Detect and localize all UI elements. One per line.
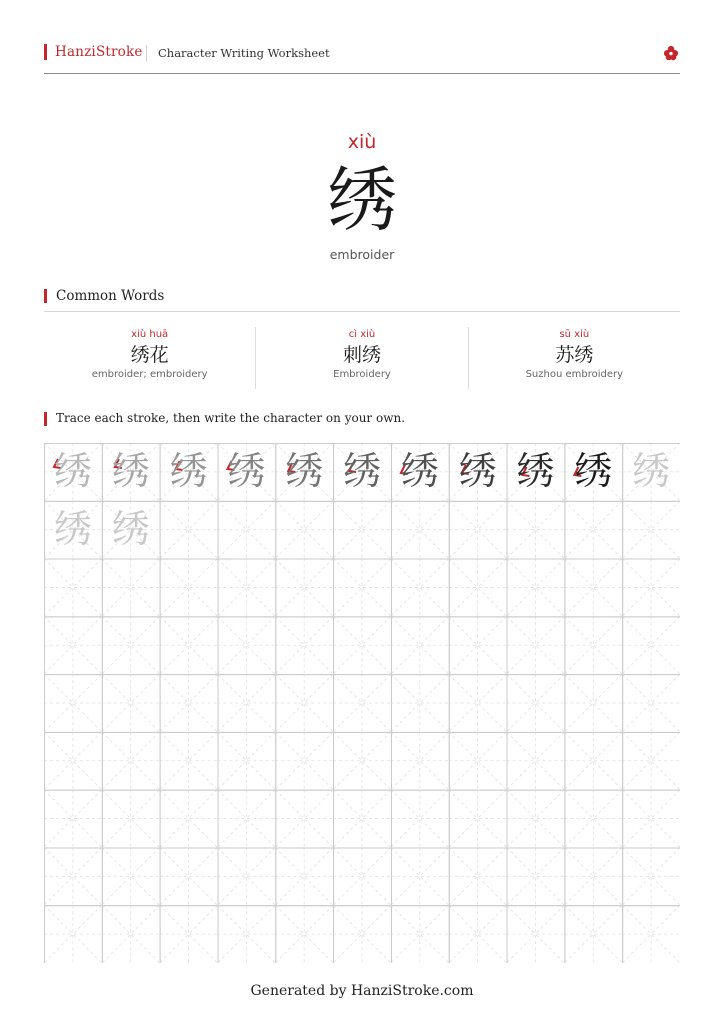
grid-cell[interactable] [275, 674, 333, 732]
grid-cell[interactable] [391, 905, 449, 963]
stroke-order-character: 绣 [53, 449, 92, 493]
word-characters: 绣花 [130, 344, 169, 366]
word-characters: 苏绣 [555, 344, 594, 366]
flower-icon [663, 45, 679, 61]
grid-cell[interactable] [44, 790, 102, 848]
grid-cell[interactable] [622, 501, 680, 559]
section-accent-bar [44, 412, 47, 426]
grid-cell[interactable] [507, 501, 565, 559]
word-pinyin: sū xiù [559, 329, 590, 340]
worksheet-subtitle: Character Writing Worksheet [158, 46, 330, 60]
grid-cell[interactable] [564, 616, 622, 674]
grid-cell[interactable] [449, 559, 507, 617]
grid-cell[interactable] [160, 790, 218, 848]
grid-cell[interactable] [333, 501, 391, 559]
common-words-title: Common Words [56, 288, 165, 304]
grid-cell[interactable] [391, 674, 449, 732]
grid-cell[interactable] [622, 674, 680, 732]
grid-cell[interactable] [622, 732, 680, 790]
grid-cell[interactable] [391, 616, 449, 674]
stroke-order-character: 绣 [342, 449, 381, 493]
character-pinyin: xiù [347, 131, 377, 153]
grid-cell[interactable] [333, 674, 391, 732]
grid-cell[interactable] [564, 559, 622, 617]
grid-cell[interactable] [391, 847, 449, 905]
grid-cell[interactable] [333, 732, 391, 790]
grid-cell[interactable] [333, 616, 391, 674]
main-character: 绣 [327, 159, 397, 241]
stroke-order-character: 绣 [169, 449, 208, 493]
grid-cell[interactable] [217, 847, 275, 905]
stroke-order-character: 绣 [516, 449, 555, 493]
stroke-order-character: 绣 [285, 449, 324, 493]
stroke-order-character: 绣 [574, 449, 613, 493]
grid-cell[interactable] [391, 501, 449, 559]
grid-cell[interactable] [217, 790, 275, 848]
worksheet-header [44, 43, 680, 74]
section-divider [44, 311, 680, 312]
character-meaning: embroider [329, 247, 395, 262]
grid-cell[interactable] [507, 905, 565, 963]
section-accent-bar [44, 289, 47, 303]
grid-cell[interactable] [449, 790, 507, 848]
grid-cell[interactable] [217, 674, 275, 732]
grid-cell[interactable] [333, 790, 391, 848]
grid-cell[interactable] [102, 616, 160, 674]
grid-cell[interactable] [44, 847, 102, 905]
footer-credit: Generated by HanziStroke.com [250, 983, 474, 999]
stroke-order-character: 绣 [400, 449, 439, 493]
grid-cell[interactable] [44, 905, 102, 963]
word-pinyin: xiù huā [131, 329, 169, 340]
grid-cell[interactable] [564, 501, 622, 559]
practice-grid[interactable] [44, 443, 680, 963]
grid-cell[interactable] [160, 501, 218, 559]
word-meaning: Embroidery [333, 369, 391, 380]
grid-cell[interactable] [275, 905, 333, 963]
grid-cell[interactable] [564, 905, 622, 963]
grid-cell[interactable] [217, 559, 275, 617]
word-meaning: embroider; embroidery [91, 369, 208, 380]
word-item [255, 327, 467, 389]
grid-cell[interactable] [44, 559, 102, 617]
grid-cell[interactable] [507, 847, 565, 905]
grid-cell[interactable] [391, 732, 449, 790]
brand-accent-bar [44, 44, 47, 60]
grid-cell[interactable] [275, 790, 333, 848]
grid-cell[interactable] [44, 616, 102, 674]
grid-cell[interactable] [333, 847, 391, 905]
grid-cell[interactable] [449, 616, 507, 674]
stroke-order-character: 绣 [458, 449, 497, 493]
grid-cell[interactable] [275, 616, 333, 674]
grid-cell[interactable] [275, 847, 333, 905]
grid-cell[interactable] [507, 732, 565, 790]
grid-cell[interactable] [622, 847, 680, 905]
word-characters: 刺绣 [342, 344, 381, 366]
grid-cell[interactable] [449, 905, 507, 963]
grid-cell[interactable] [217, 732, 275, 790]
grid-cell[interactable] [564, 732, 622, 790]
grid-cell[interactable] [102, 790, 160, 848]
grid-cell[interactable] [160, 847, 218, 905]
grid-cell[interactable] [507, 674, 565, 732]
grid-cell[interactable] [217, 905, 275, 963]
grid-cell[interactable] [622, 905, 680, 963]
grid-cell[interactable] [44, 674, 102, 732]
grid-cell[interactable] [160, 905, 218, 963]
practice-instruction: Trace each stroke, then write the character on your own. [56, 411, 406, 425]
grid-cell[interactable] [275, 559, 333, 617]
grid-cell[interactable] [622, 790, 680, 848]
grid-cell[interactable] [507, 559, 565, 617]
grid-cell[interactable] [217, 616, 275, 674]
grid-cell[interactable] [160, 732, 218, 790]
grid-cell[interactable] [507, 790, 565, 848]
common-words-list [44, 327, 680, 389]
grid-cell[interactable] [391, 559, 449, 617]
grid-cell[interactable] [160, 674, 218, 732]
grid-cell[interactable] [217, 501, 275, 559]
grid-cell[interactable] [622, 616, 680, 674]
grid-cell[interactable] [275, 732, 333, 790]
grid-cell[interactable] [160, 616, 218, 674]
grid-cell[interactable] [275, 501, 333, 559]
header-separator [146, 45, 147, 61]
grid-cell[interactable] [160, 559, 218, 617]
word-meaning: Suzhou embroidery [525, 369, 624, 380]
grid-cell[interactable] [391, 790, 449, 848]
grid-cell[interactable] [449, 501, 507, 559]
grid-cell[interactable] [449, 674, 507, 732]
trace-character: 绣 [632, 449, 671, 493]
grid-cell[interactable] [333, 559, 391, 617]
grid-cell[interactable] [102, 905, 160, 963]
grid-cell[interactable] [333, 905, 391, 963]
stroke-order-character: 绣 [111, 449, 150, 493]
grid-cell[interactable] [102, 847, 160, 905]
stroke-order-character: 绣 [227, 449, 266, 493]
grid-cell[interactable] [44, 732, 102, 790]
word-pinyin: cì xiù [348, 329, 376, 340]
grid-cell[interactable] [507, 616, 565, 674]
grid-cell[interactable] [102, 674, 160, 732]
grid-cell[interactable] [564, 847, 622, 905]
grid-cell[interactable] [564, 674, 622, 732]
grid-cell[interactable] [102, 559, 160, 617]
trace-character: 绣 [111, 506, 150, 551]
brand-name[interactable]: HanziStroke [55, 44, 143, 60]
grid-cell[interactable] [102, 732, 160, 790]
grid-cell[interactable] [622, 559, 680, 617]
word-item [468, 327, 680, 389]
word-item [44, 327, 255, 389]
trace-character: 绣 [53, 506, 92, 551]
grid-cell[interactable] [564, 790, 622, 848]
grid-cell[interactable] [449, 732, 507, 790]
grid-cell[interactable] [449, 847, 507, 905]
